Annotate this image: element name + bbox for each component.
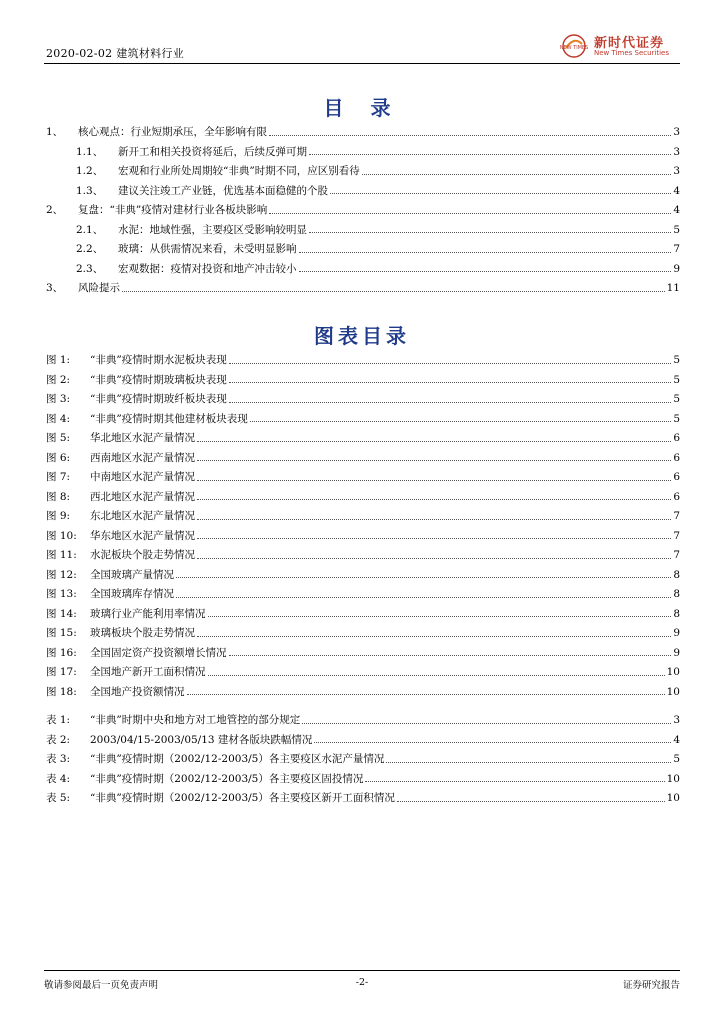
figure-entry-text: 全国地产新开工面积情况 <box>90 666 206 678</box>
figure-entry[interactable] <box>46 372 680 392</box>
figure-entry[interactable] <box>46 684 680 704</box>
page-footer <box>44 970 680 991</box>
figure-entry[interactable] <box>46 391 680 411</box>
figure-entry-number: 图 11: <box>46 549 77 561</box>
toc-entry[interactable] <box>46 183 680 203</box>
toc-entry-number: 2.2、 <box>76 243 104 255</box>
header-divider <box>44 63 680 64</box>
dot-leader <box>309 153 671 155</box>
footer-page-number: -2- <box>355 977 369 988</box>
figure-entry-page: 6 <box>673 490 680 503</box>
figure-entry-text: 玻璃行业产能利用率情况 <box>90 607 206 620</box>
dot-leader <box>176 576 671 578</box>
figure-entry-number: 图 1: <box>46 354 71 366</box>
figure-entry-page: 8 <box>673 588 680 600</box>
dot-leader <box>197 498 671 500</box>
toc-entry[interactable] <box>46 202 680 222</box>
figure-entry-text: “非典”疫情时期玻璃板块表现 <box>90 373 227 386</box>
toc-entry-number: 2.3、 <box>76 262 104 275</box>
logo-chinese-name: 新时代证券 <box>594 36 665 51</box>
toc-entry-text: 复盘：“非典”疫情对建材行业各板块影响 <box>78 204 268 216</box>
table-entry[interactable] <box>46 790 680 810</box>
dot-leader <box>330 192 671 194</box>
figure-entry-page: 5 <box>673 393 680 405</box>
figure-entry-page: 8 <box>673 568 680 581</box>
header-date-industry: 2020-02-02 建筑材料行业 <box>46 47 185 60</box>
toc-entry-text: 水泥：地域性强，主要疫区受影响较明显 <box>118 223 307 236</box>
table-entry[interactable] <box>46 712 680 732</box>
figure-entry-number: 图 18: <box>46 685 77 698</box>
toc-title: 目 录 <box>323 96 401 120</box>
dot-leader <box>197 635 671 637</box>
figure-entry-page: 9 <box>673 627 680 639</box>
figure-entry[interactable] <box>46 586 680 606</box>
figure-entry-number: 图 14: <box>46 607 77 620</box>
dot-leader <box>229 401 672 403</box>
figure-entry[interactable] <box>46 430 680 450</box>
figure-entry-text: 华东地区水泥产量情况 <box>90 529 195 542</box>
figure-entry-page: 6 <box>673 432 680 444</box>
table-entry-page: 3 <box>673 714 680 726</box>
toc-entry-page: 5 <box>673 223 680 236</box>
figure-index-title: 图表目录 <box>314 324 410 348</box>
figure-entry[interactable] <box>46 469 680 489</box>
toc-entry-page: 9 <box>673 262 680 275</box>
toc-entry-text: 玻璃：从供需情况来看，未受明显影响 <box>118 243 297 255</box>
figure-entry[interactable] <box>46 450 680 470</box>
figure-entry-number: 图 15: <box>46 627 77 639</box>
table-entry-text: 2003/04/15-2003/05/13 建材各版块跌幅情况 <box>90 733 313 746</box>
toc-entry[interactable] <box>46 241 680 261</box>
footer-disclaimer: 敬请参阅最后一页免责声明 <box>44 980 159 991</box>
dot-leader <box>197 557 671 559</box>
figure-entry-page: 7 <box>673 510 680 522</box>
dot-leader <box>229 654 672 656</box>
table-entry-page: 5 <box>673 753 680 765</box>
table-entry-text: “非典”时期中央和地方对工地管控的部分规定 <box>90 714 301 726</box>
figure-entry-text: 全国玻璃产量情况 <box>90 568 174 581</box>
figure-entry-text: “非典”疫情时期水泥板块表现 <box>90 354 227 366</box>
toc-entry-text: 风险提示 <box>78 282 120 294</box>
figure-entry-page: 6 <box>673 471 680 483</box>
figure-entry-page: 5 <box>673 412 680 425</box>
toc-entry-text: 宏观数据：疫情对投资和地产冲击较小 <box>118 262 297 275</box>
dot-leader <box>197 459 671 461</box>
figure-entry-page: 7 <box>673 529 680 542</box>
toc-entry-text: 核心观点：行业短期承压，全年影响有限 <box>78 126 267 138</box>
dot-leader <box>299 270 672 272</box>
toc-entry-number: 2.1、 <box>76 223 104 236</box>
dot-leader <box>314 741 671 743</box>
figure-entry-number: 图 10: <box>46 529 77 542</box>
table-entry-number: 表 2: <box>46 733 71 746</box>
figure-entry-text: 西南地区水泥产量情况 <box>90 451 195 464</box>
dot-leader <box>122 290 665 292</box>
figure-entry-number: 图 2: <box>46 373 71 386</box>
figure-entry-number: 图 13: <box>46 588 77 600</box>
svg-text:NEW TIMES: NEW TIMES <box>560 45 588 51</box>
figure-index <box>46 352 680 703</box>
table-entry-page: 10 <box>666 792 680 804</box>
toc-entry[interactable] <box>46 144 680 164</box>
figure-entry-page: 10 <box>666 666 680 678</box>
table-entry-number: 表 3: <box>46 753 71 765</box>
toc-entry-number: 1.3、 <box>76 184 104 197</box>
figure-entry-number: 图 12: <box>46 568 77 581</box>
toc-entry-page: 7 <box>673 243 680 255</box>
page-header <box>44 30 680 62</box>
figure-entry-number: 图 3: <box>46 393 71 405</box>
toc-entry-text: 新开工和相关投资将延后，后续反弹可期 <box>118 145 307 158</box>
table-entry-number: 表 4: <box>46 772 71 785</box>
table-entry[interactable] <box>46 751 680 771</box>
figure-entry[interactable] <box>46 352 680 372</box>
toc-entry-page: 4 <box>673 184 680 197</box>
table-entry-number: 表 1: <box>46 714 71 726</box>
table-entry[interactable] <box>46 732 680 752</box>
dot-leader <box>208 615 672 617</box>
toc-entry[interactable] <box>46 163 680 183</box>
toc-entry-page: 11 <box>666 282 680 294</box>
dot-leader <box>302 722 671 724</box>
figure-entry[interactable] <box>46 664 680 684</box>
figure-entry-number: 图 5: <box>46 432 71 444</box>
toc-entry[interactable] <box>46 222 680 242</box>
footer-report-type: 证券研究报告 <box>622 980 680 991</box>
dot-leader <box>176 596 671 598</box>
figure-entry-number: 图 9: <box>46 510 71 522</box>
dot-leader <box>386 761 671 763</box>
toc-entry[interactable] <box>46 261 680 281</box>
toc-entry-text: 建议关注竣工产业链，优选基本面稳健的个股 <box>118 184 328 197</box>
figure-entry-page: 10 <box>666 685 680 698</box>
toc-entry-number: 1.1、 <box>76 145 104 158</box>
figure-entry-text: 全国固定资产投资额增长情况 <box>90 646 227 659</box>
dot-leader <box>269 212 671 214</box>
table-entry-number: 表 5: <box>46 792 71 804</box>
figure-entry[interactable] <box>46 489 680 509</box>
toc-entry[interactable] <box>46 124 680 144</box>
figure-entry-text: “非典”疫情时期其他建材板块表现 <box>90 412 248 425</box>
table-entry[interactable] <box>46 771 680 791</box>
table-index <box>46 712 680 810</box>
figure-entry-page: 6 <box>673 451 680 464</box>
toc-entry-number: 1.2、 <box>76 165 104 177</box>
table-entry-page: 4 <box>673 733 680 746</box>
figure-entry-number: 图 16: <box>46 646 77 659</box>
figure-entry[interactable] <box>46 508 680 528</box>
toc-entry-page: 3 <box>673 126 680 138</box>
figure-entry-text: 西北地区水泥产量情况 <box>90 490 195 503</box>
figure-entry-page: 8 <box>673 607 680 620</box>
dot-leader <box>229 381 672 383</box>
table-of-contents <box>46 124 680 300</box>
toc-entry-text: 宏观和行业所处周期较“非典”时期不同，应区别看待 <box>118 165 360 177</box>
figure-entry-text: 华北地区水泥产量情况 <box>90 432 195 444</box>
dot-leader <box>269 134 671 136</box>
figure-entry[interactable] <box>46 606 680 626</box>
figure-entry[interactable] <box>46 645 680 665</box>
toc-entry-number: 2、 <box>46 204 64 216</box>
figure-entry-number: 图 6: <box>46 451 71 464</box>
new-times-logo-icon <box>560 34 588 58</box>
toc-entry-page: 3 <box>673 145 680 158</box>
toc-entry-page: 3 <box>673 165 680 177</box>
figure-entry-page: 5 <box>673 354 680 366</box>
table-entry-text: “非典”疫情时期（2002/12-2003/5）各主要疫区新开工面积情况 <box>90 792 395 804</box>
figure-entry-text: “非典”疫情时期玻纤板块表现 <box>90 393 227 405</box>
dot-leader <box>299 251 672 253</box>
figure-entry-page: 9 <box>673 646 680 659</box>
dot-leader <box>397 800 665 802</box>
figure-entry[interactable] <box>46 411 680 431</box>
figure-entry-page: 7 <box>673 549 680 561</box>
dot-leader <box>365 780 664 782</box>
figure-entry-number: 图 17: <box>46 666 77 678</box>
figure-entry-text: 水泥板块个股走势情况 <box>90 549 195 561</box>
toc-entry-number: 3、 <box>46 282 64 294</box>
dot-leader <box>309 231 671 233</box>
table-entry-page: 10 <box>666 772 680 785</box>
dot-leader <box>208 674 665 676</box>
figure-entry-text: 玻璃板块个股走势情况 <box>90 627 195 639</box>
dot-leader <box>187 693 665 695</box>
dot-leader <box>197 440 671 442</box>
figure-entry[interactable] <box>46 547 680 567</box>
dot-leader <box>362 173 672 175</box>
figure-entry-text: 中南地区水泥产量情况 <box>90 471 195 483</box>
figure-entry-text: 东北地区水泥产量情况 <box>90 510 195 522</box>
dot-leader <box>197 479 671 481</box>
dot-leader <box>197 518 671 520</box>
figure-entry-number: 图 4: <box>46 412 71 425</box>
figure-entry[interactable] <box>46 625 680 645</box>
figure-entry-number: 图 7: <box>46 471 71 483</box>
table-entry-text: “非典”疫情时期（2002/12-2003/5）各主要疫区水泥产量情况 <box>90 753 385 765</box>
toc-entry[interactable] <box>46 280 680 300</box>
dot-leader <box>250 420 672 422</box>
figure-entry-text: 全国玻璃库存情况 <box>90 588 174 600</box>
figure-entry-number: 图 8: <box>46 490 71 503</box>
figure-entry-text: 全国地产投资额情况 <box>90 685 185 698</box>
company-logo <box>560 30 680 62</box>
figure-entry[interactable] <box>46 567 680 587</box>
logo-english-name: New Times Securities <box>594 49 669 57</box>
dot-leader <box>197 537 671 539</box>
toc-entry-page: 4 <box>673 204 680 216</box>
dot-leader <box>229 362 672 364</box>
figure-entry-page: 5 <box>673 373 680 386</box>
figure-entry[interactable] <box>46 528 680 548</box>
toc-entry-number: 1、 <box>46 126 64 138</box>
table-entry-text: “非典”疫情时期（2002/12-2003/5）各主要疫区固投情况 <box>90 772 364 785</box>
